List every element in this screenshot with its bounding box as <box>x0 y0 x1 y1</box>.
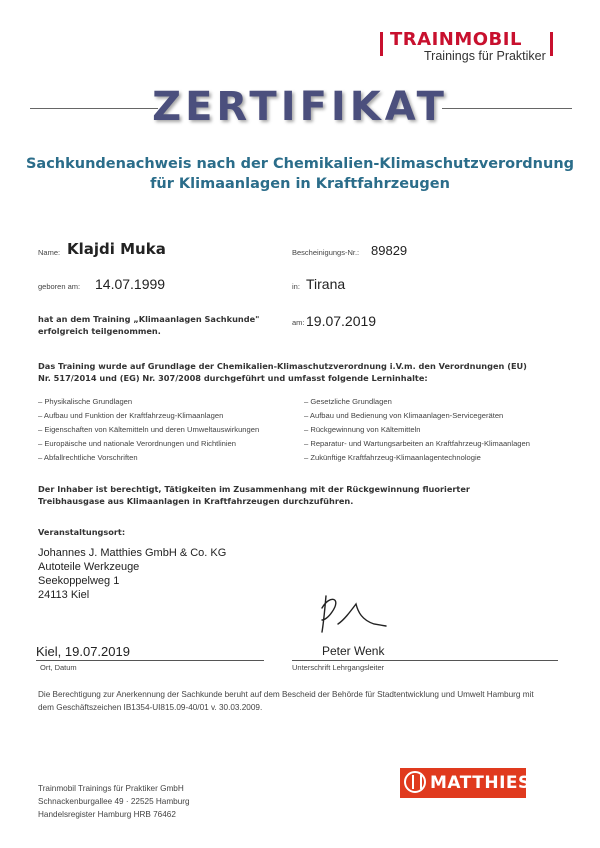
contents-list-right <box>304 395 530 465</box>
birth-place: Tirana <box>306 276 346 292</box>
logo-tagline: Trainings für Praktiker <box>424 49 546 63</box>
cert-no-label: Bescheinigungs-Nr.: <box>292 248 360 257</box>
birth-place-label: in: <box>292 282 300 291</box>
contents-list-left <box>38 395 259 465</box>
list-item: – Eigenschaften von Kältemitteln und deren Umweltauswirkungen <box>38 425 260 434</box>
entitlement-text: Der Inhaber ist berechtigt, Tätigkeiten im Zusammenhang mit der Rückgewinnung fluorierter Treibhausgase aus Klimaanlagen in Kraftfahrzeugen durchzuführen. <box>38 484 470 506</box>
certificate-subtitle <box>0 154 600 194</box>
address-line: 24113 Kiel <box>38 589 90 601</box>
subtitle-line: für Klimaanlagen in Kraftfahrzeugen <box>150 176 450 192</box>
cert-no: 89829 <box>371 243 408 258</box>
list-item: – Reparatur- und Wartungsarbeiten an Kraftfahrzeug-Klimaanlagen <box>304 439 530 448</box>
matthies-emblem-icon <box>404 771 426 793</box>
list-item: – Gesetzliche Grundlagen <box>304 397 392 406</box>
signer-label: Unterschrift Lehrgangsleiter <box>292 663 385 672</box>
subtitle-line: Sachkundenachweis nach der Chemikalien-Klimaschutzverordnung <box>25 156 575 172</box>
training-date-label: am: <box>292 318 305 327</box>
list-item: – Abfallrechtliche Vorschriften <box>38 453 138 462</box>
footer-address <box>38 782 190 821</box>
list-item: – Zukünftige Kraftfahrzeug-Klimaanlagentechnologie <box>304 453 481 462</box>
name-label: Name: <box>38 248 61 257</box>
list-item: – Physikalische Grundlagen <box>38 397 133 406</box>
address-line: Autoteile Werkzeuge <box>38 561 140 573</box>
place-date-rule <box>36 660 264 661</box>
matthies-logo <box>400 768 531 798</box>
holder-name: Klajdi Muka <box>67 240 166 258</box>
place-date: Kiel, 19.07.2019 <box>36 644 130 659</box>
footer-line: Trainmobil Trainings für Praktiker GmbH <box>38 784 184 793</box>
footer-line: Handelsregister Hamburg HRB 76462 <box>38 810 176 819</box>
training-basis: Das Training wurde auf Grundlage der Chemikalien-Klimaschutzverordnung i.V.m. den Verordnungen (EU) Nr. 517/2014 und (EG) Nr. 307/2008 durchgeführt und umfasst folgende Lerninhalte: <box>38 361 527 383</box>
venue-label: Veranstaltungsort: <box>38 527 126 537</box>
birth-date-label: geboren am: <box>38 282 81 291</box>
list-item: – Rückgewinnung von Kältemitteln <box>304 425 421 434</box>
birth-date: 14.07.1999 <box>95 276 166 292</box>
signer-name: Peter Wenk <box>322 644 385 658</box>
signature-rule <box>292 660 558 661</box>
handwritten-signature <box>312 590 392 638</box>
venue-address <box>38 546 226 602</box>
place-date-label: Ort, Datum <box>40 663 77 672</box>
list-item: – Aufbau und Funktion der Kraftfahrzeug-Klimaanlagen <box>38 411 224 420</box>
logo-name: TRAINMOBIL <box>390 29 522 50</box>
certificate-title: ZERTIFIKAT <box>152 84 448 130</box>
trainmobil-logo <box>380 30 555 66</box>
address-line: Seekoppelweg 1 <box>38 575 120 587</box>
legal-note: Die Berechtigung zur Anerkennung der Sachkunde beruht auf dem Bescheid der Behörde für Stadtentwicklung und Umwelt Hamburg mit dem Geschäftszeichen IB1354-UI815.09-40/01 v. 30.03.2009. <box>38 690 534 712</box>
footer-line: Schnackenburgallee 49 · 22525 Hamburg <box>38 797 190 806</box>
list-item: – Europäische und nationale Verordnungen und Richtlinien <box>38 439 237 448</box>
address-line: Johannes J. Matthies GmbH & Co. KG <box>38 547 227 559</box>
matthies-logo-text: MATTHIES <box>430 773 531 793</box>
training-date: 19.07.2019 <box>306 313 377 329</box>
training-text: hat an dem Training „Klimaanlagen Sachkunde" erfolgreich teilgenommen. <box>38 314 260 336</box>
list-item: – Aufbau und Bedienung von Klimaanlagen-Servicegeräten <box>304 411 504 420</box>
